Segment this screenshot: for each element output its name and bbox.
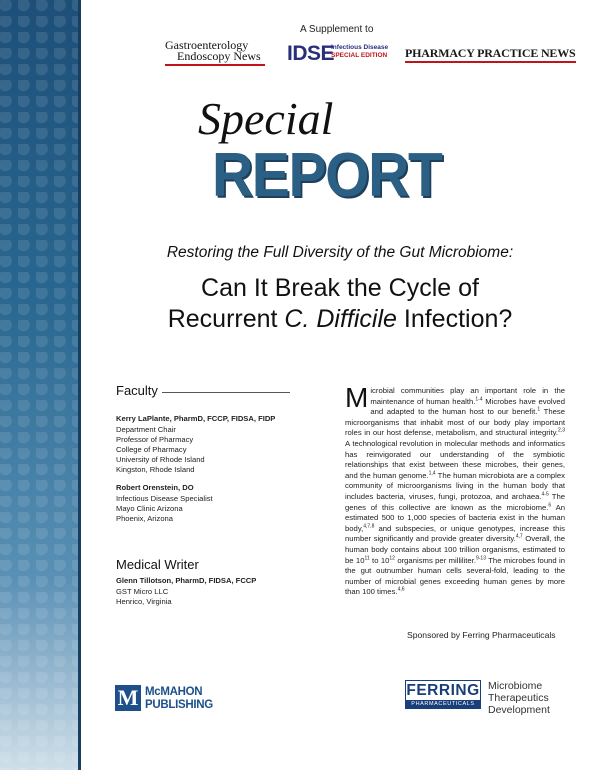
person-line: Kingston, Rhode Island xyxy=(116,465,195,474)
drop-cap: M xyxy=(345,382,369,413)
person-name: Kerry LaPlante, PharmD, FCCP, FIDSA, FIDP xyxy=(116,414,276,423)
idse-line2: SPECIAL EDITION xyxy=(331,52,388,59)
body-text xyxy=(345,382,565,598)
person-line: Department Chair xyxy=(116,425,176,434)
idse-logo xyxy=(287,42,389,65)
exponent: 12 xyxy=(389,554,395,561)
mtd-line: Microbiome xyxy=(488,680,543,692)
body-sentence: icrobial communities play an important role in the maintenance of human health. xyxy=(370,386,565,406)
person-line: Infectious Disease Specialist xyxy=(116,494,213,503)
person-line: University of Rhode Island xyxy=(116,455,205,464)
ferring-wordmark: FERRING xyxy=(406,682,480,699)
reference: 4,7,8 xyxy=(363,523,375,530)
mtd-line: Development xyxy=(488,704,550,716)
gastro-endoscopy-news-logo xyxy=(165,40,265,66)
pharmacy-practice-news-logo: PHARMACY PRACTICE NEWS xyxy=(405,46,576,63)
reference: 1 xyxy=(537,406,541,413)
person-line: GST Micro LLC xyxy=(116,587,169,596)
body-sentence: A technological revolution in molecular methods and informatics has reinvigorated our understanding of the symbiotic relationships that exist between these microbes, their genes, and the human genome. xyxy=(345,438,565,480)
mcmahon-mark: M xyxy=(115,685,141,711)
report-title xyxy=(80,273,600,335)
reference: 6 xyxy=(548,501,552,508)
body-sentence: and subspecies, or unique genotypes, increase this number significantly and provide greater diversity. xyxy=(345,523,565,544)
report-subtitle: Restoring the Full Diversity of the Gut Microbiome: xyxy=(166,244,514,261)
person-line: Phoenix, Arizona xyxy=(116,514,173,523)
mcmahon-line1: McMAHON xyxy=(145,686,203,698)
title-line2-post: Infection? xyxy=(396,305,513,333)
gen-line1: Gastroenterology xyxy=(165,38,249,52)
reference: 4,7 xyxy=(515,533,523,540)
idse-line1: Infectious Disease xyxy=(331,44,389,51)
supplement-label: A Supplement to xyxy=(300,24,374,35)
exponent: 11 xyxy=(364,554,370,561)
reference: 2,3 xyxy=(558,427,565,434)
person-name: Glenn Tillotson, PharmD, FIDSA, FCCP xyxy=(116,576,257,585)
ferring-subline: PHARMACEUTICALS xyxy=(406,700,480,708)
body-sentence: Overall, the human body contains about 100 trillion organisms, estimated to be 10 xyxy=(345,534,565,565)
body-sentence: The genes of this collective are known as the microbiome. xyxy=(345,491,565,512)
title-line2-italic: C. Difficile xyxy=(284,305,397,333)
faculty-person xyxy=(116,414,275,475)
idse-wordmark: IDSE xyxy=(287,42,335,65)
report-heading: REPORT xyxy=(212,141,442,210)
faculty-rule xyxy=(162,392,290,393)
side-banner-edge xyxy=(78,0,81,770)
side-banner xyxy=(0,0,80,770)
mtd-line: Therapeutics xyxy=(488,692,549,704)
reference: 9-13 xyxy=(475,554,486,561)
body-sentence: Microbes have evolved and adapted to the human host to our benefit. xyxy=(370,396,565,417)
sponsor-line: Sponsored by Ferring Pharmaceuticals xyxy=(407,630,556,640)
person-name: Robert Orenstein, DO xyxy=(116,483,194,492)
reference: 4,6 xyxy=(397,586,405,593)
body-sentence: to 10 xyxy=(369,555,390,565)
body-sentence: The human microbiota are a complex community of microorganisms living in the human body that includes bacteria, viruses, fungi, protozoa, and archaea. xyxy=(345,470,565,501)
microbiome-therapeutics-label xyxy=(488,680,550,716)
reference: 1-4 xyxy=(475,396,483,403)
mcmahon-line2: PUBLISHING xyxy=(145,699,213,711)
person-line: Mayo Clinic Arizona xyxy=(116,504,183,513)
person-line: Henrico, Virginia xyxy=(116,597,172,606)
title-line1: Can It Break the Cycle of xyxy=(201,274,479,302)
special-heading: Special xyxy=(198,93,334,144)
body-sentence: An estimated 500 to 1,000 species of bacteria exist in the human body, xyxy=(345,502,565,533)
faculty-person xyxy=(116,483,213,524)
ferring-logo xyxy=(405,680,481,709)
faculty-heading: Faculty xyxy=(116,383,158,398)
body-sentence: These microorganisms that inhabit most of our body play important roles in our host defense, metabolism, and structural integrity. xyxy=(345,407,565,438)
body-sentence: The microbes found in the gut outnumber human cells several-fold, leading to the number of microbial genes exceeding human genes by more than 100 times. xyxy=(345,555,565,597)
reference: 1,4 xyxy=(428,470,436,477)
writer-person xyxy=(116,576,256,607)
medical-writer-heading: Medical Writer xyxy=(116,557,199,572)
title-line2-pre: Recurrent xyxy=(167,305,285,333)
body-sentence: organisms per milliliter. xyxy=(394,555,476,565)
person-line: College of Pharmacy xyxy=(116,445,187,454)
reference: 4-5 xyxy=(541,491,549,498)
person-line: Professor of Pharmacy xyxy=(116,435,194,444)
gen-line2: Endoscopy News xyxy=(177,49,261,63)
